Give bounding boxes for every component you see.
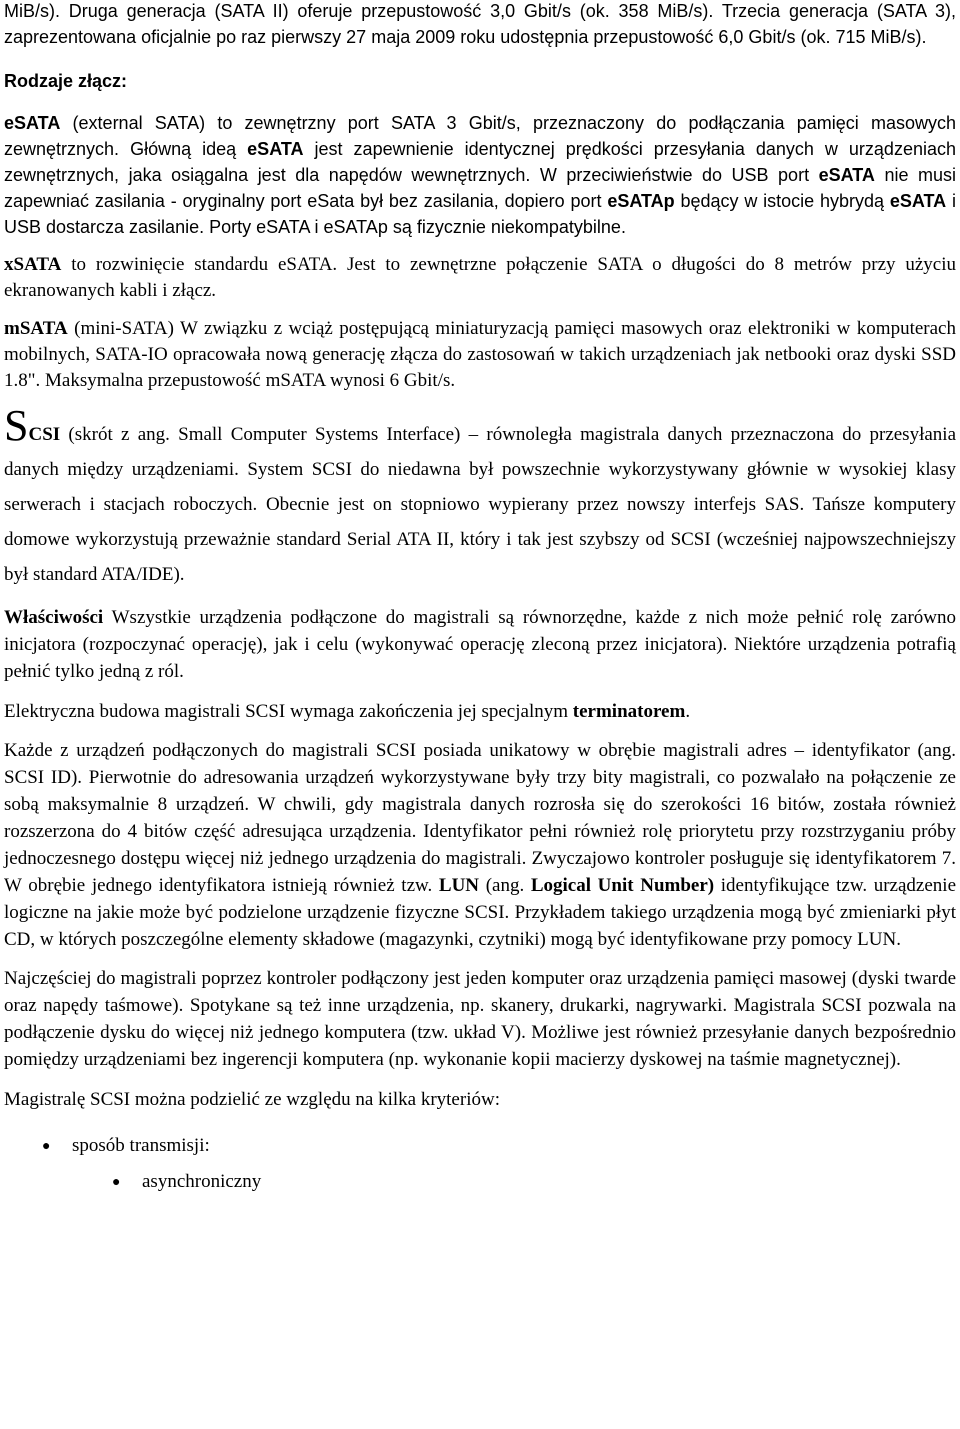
properties-term: Właściwości xyxy=(4,607,104,628)
paragraph-text: MiB/s). Druga generacja (SATA II) oferuje przepustowość 3,0 Gbit/s (ok. 358 MiB/s). Trzecia generacja (SATA 3), zaprezentowana oficjalnie po raz pierwszy 27 maja 2009 roku udostępnia przepustowość 6,0 Gbit/s (ok. 715 MiB/s). xyxy=(4,1,956,47)
terminator-term: terminatorem xyxy=(572,701,686,722)
paragraph-text: jest zapewnienie identycznej prędkości przesyłania danych w urządzeniach zewnętrznych, jaka osiągalna jest dla napędów wewnętrznych. W przeciwieństwie do USB port xyxy=(4,139,956,185)
esata-paragraph xyxy=(4,110,956,240)
msata-paragraph xyxy=(4,316,956,394)
paragraph-text: (external SATA) to zewnętrzny port SATA 3 Gbit/s, przeznaczony do podłączania pamięci masowych zewnętrznych. Główną ideą xyxy=(4,113,956,159)
connector-types-heading: Rodzaje złącz: xyxy=(4,71,128,91)
paragraph-text: (skrót z ang. Small Computer Systems Interface) – równoległa magistrala danych przeznaczona do przesyłania danych między urządzeniami. System SCSI do niedawna był powszechnie wykorzystywany głównie w wysokiej klasy serwerach i stacjach roboczych. Obecnie jest on stopniowo wypierany przez nowszy interfejs SAS. Tańsze komputery domowe wykorzystują przeważnie standard Serial ATA II, który i tak jest szybszy od SCSI (wcześniej najpowszechniejszy był standard ATA/IDE). xyxy=(4,424,956,585)
list-item-label: sposób transmisji: xyxy=(72,1135,210,1156)
esata-term: eSATA xyxy=(889,191,947,211)
scsi-initial-letter: S xyxy=(4,401,29,450)
esatap-term: eSATAp xyxy=(607,191,675,211)
scsi-term: CSI xyxy=(28,424,61,445)
host-paragraph xyxy=(4,965,956,1073)
document-page xyxy=(4,0,956,1195)
xsata-paragraph xyxy=(4,252,956,304)
msata-term: mSATA xyxy=(4,318,68,339)
paragraph-text: będący w istocie hybrydą xyxy=(674,191,890,211)
paragraph-text: nie musi zapewniać zasilania - oryginalny port eSata był bez zasilania, dopiero port xyxy=(4,165,956,211)
paragraph-text: . xyxy=(685,701,691,722)
list-item xyxy=(42,1133,956,1195)
list-item-label: asynchroniczny xyxy=(142,1171,262,1192)
logical-unit-number-term: Logical Unit Number) xyxy=(530,875,715,896)
bullet-icon: ● xyxy=(42,1139,51,1154)
properties-paragraph xyxy=(4,604,956,685)
paragraph-text: Najczęściej do magistrali poprzez kontroler podłączony jest jeden komputer oraz urządzenia pamięci masowej (dyski twarde oraz napędy taśmowe). Spotykane są też inne urządzenia, np. skanery, drukarki, nagrywarki. Magistrala SCSI pozwala na podłączenie dysku do więcej niż jednego komputera (tzw. układ V). Możliwe jest również przesyłanie danych bezpośrednio pomiędzy urządzeniami bez ingerencji komputera (np. wykonanie kopii macierzy dyskowej na taśmie magnetycznej). xyxy=(4,968,956,1070)
paragraph-text: Elektryczna budowa magistrali SCSI wymaga zakończenia jej specjalnym xyxy=(4,701,573,722)
paragraph-text: to rozwinięcie standardu eSATA. Jest to zewnętrzne połączenie SATA o długości do 8 metrów przy użyciu ekranowanych kabli i złącz. xyxy=(4,254,956,301)
paragraph-text: Każde z urządzeń podłączonych do magistrali SCSI posiada unikatowy w obrębie magistrali adres – identyfikator (ang. SCSI ID). Pierwotnie do adresowania urządzeń wykorzystywane były trzy bity magistrali, co pozwalało na połączenie ze sobą maksymalnie 8 urządzeń. W chwili, gdy magistrala danych rozrosła się do szerokości 16 bitów, została również rozszerzona do 4 bitów część adresująca urządzenia. Identyfikator pełni również rolę priorytetu przy rozstrzyganiu próby jednoczesnego dostępu więcej niż jednego urządzenia do magistrali. Zwyczajowo kontroler posługuje się identyfikatorem 7. W obrębie jednego identyfikatora istnieją również tzw. xyxy=(4,740,956,896)
scsi-paragraph xyxy=(4,401,956,592)
criteria-intro-paragraph: Magistralę SCSI można podzielić ze względu na kilka kryteriów: xyxy=(4,1089,500,1110)
sata-generations-paragraph xyxy=(4,0,956,50)
criteria-list xyxy=(4,1133,956,1195)
paragraph-text: (ang. xyxy=(479,875,531,896)
lun-term: LUN xyxy=(438,875,480,896)
paragraph-text: identyfikujące tzw. urządzenie logiczne na jakie może być podzielone urządzenie fizyczne SCSI. Przykładem takiego urządzenia mogą być zmieniarki płyt CD, w których poszczególne elementy składowe (magazynki, czytniki) mogą być identyfikowane przy pomocy LUN. xyxy=(4,875,956,950)
esata-term: eSATA xyxy=(247,139,304,159)
termination-paragraph xyxy=(4,699,956,725)
paragraph-text: i USB dostarcza zasilanie. Porty eSATA i eSATAp są fizycznie niekompatybilne. xyxy=(4,191,957,237)
xsata-term: xSATA xyxy=(4,254,62,275)
list-item xyxy=(112,1169,956,1195)
paragraph-text: Wszystkie urządzenia podłączone do magistrali są równorzędne, każde z nich może pełnić rolę zarówno inicjatora (rozpoczynać operację), jak i celu (wykonywać operację zleconą przez inicjatora). Niektóre urządzenia potrafią pełnić tylko jedną z ról. xyxy=(4,607,956,682)
bullet-icon: ● xyxy=(112,1175,121,1190)
esata-term: eSATA xyxy=(818,165,875,185)
esata-term: eSATA xyxy=(4,113,61,133)
identifier-paragraph xyxy=(4,737,956,953)
paragraph-text: (mini-SATA) W związku z wciąż postępującą miniaturyzacją pamięci masowych oraz elektroniki w komputerach mobilnych, SATA-IO opracowała nową generację złącza do zastosowań w takich urządzeniach jak netbooki oraz dyski SSD 1.8". Maksymalna przepustowość mSATA wynosi 6 Gbit/s. xyxy=(4,318,956,391)
criteria-sublist xyxy=(72,1169,956,1195)
